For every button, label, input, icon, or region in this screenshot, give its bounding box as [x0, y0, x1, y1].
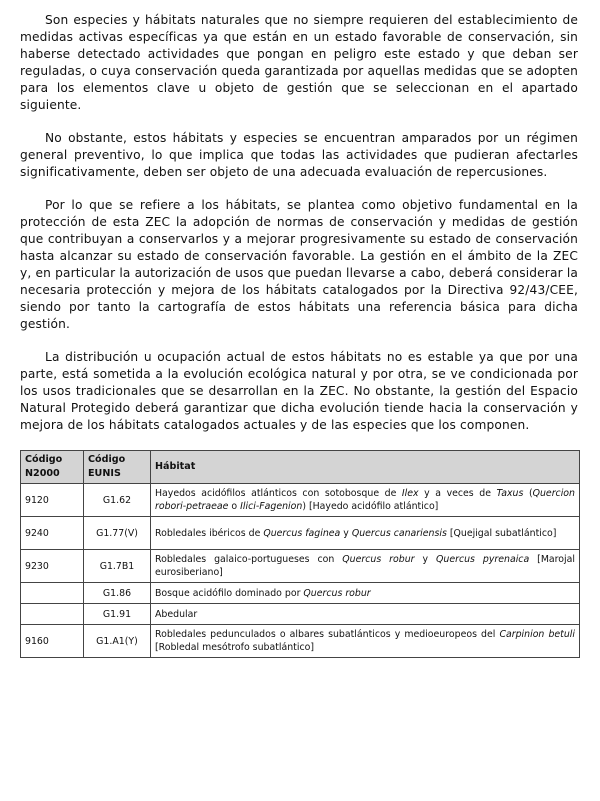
cell-codigo-n2000: 9240: [21, 517, 84, 550]
table-row: [21, 484, 580, 517]
cell-codigo-n2000: 9230: [21, 550, 84, 583]
habitat-text: Hayedos acidófilos atlánticos con sotobosque de: [155, 488, 402, 499]
habitat-taxon-name: Carpinion betuli: [499, 629, 576, 640]
paragraph-1: Son especies y hábitats naturales que no siempre requieren del establecimiento de medidas activas específicas ya que están en un estado favorable de conservación, sin haberse detectado actividades que pongan en peligro este estado y que deban ser reguladas, o cuya conservación queda garantizada por aquellas medidas que se adopten para los elementos clave u objeto de gestión que se seleccionan en el apartado siguiente.: [20, 13, 578, 112]
cell-codigo-n2000: 9160: [21, 625, 84, 658]
cell-codigo-eunis: G1.91: [84, 604, 151, 625]
habitat-text: o: [228, 501, 241, 512]
paragraph-2: No obstante, estos hábitats y especies se encuentran amparados por un régimen general preventivo, lo que implica que todas las actividades que pudieran afectarles significativamente, deben ser objeto de una adecuada evaluación de repercusiones.: [20, 131, 578, 179]
cell-habitat: [151, 550, 580, 583]
habitat-taxon-name: Taxus: [496, 488, 524, 499]
table-body: [21, 484, 580, 658]
cell-habitat: [151, 517, 580, 550]
habitat-taxon-name: Quercus pyrenaica: [436, 554, 530, 565]
table-header-row: [21, 451, 580, 484]
cell-codigo-eunis: G1.77(V): [84, 517, 151, 550]
cell-habitat: [151, 604, 580, 625]
habitat-text: Abedular: [155, 608, 198, 620]
table-row: [21, 550, 580, 583]
cell-habitat: [151, 583, 580, 604]
habitat-taxon-name: Quercion robori-petraeae: [155, 488, 575, 512]
document-page: [20, 12, 578, 658]
cell-habitat: [151, 625, 580, 658]
paragraph-3: Por lo que se refiere a los hábitats, se plantea como objetivo fundamental en la protección de esta ZEC la adopción de normas de conservación y medidas de gestión que contribuyan a conservarlos y a mejorar progresivamente su estado de conservación hasta alcanzar su estado de conservación favorable. La gestión en el ámbito de la ZEC y, en particular la autorización de usos que puedan llevarse a cabo, deberá considerar la necesaria protección y mejora de los hábitats catalogados por la Directiva 92/43/CEE, siendo por tanto la cartografía de estos hábitats una referencia básica para dicha gestión.: [20, 198, 578, 331]
cell-habitat: [151, 484, 580, 517]
cell-codigo-eunis: G1.62: [84, 484, 151, 517]
header-codigo-n2000: Código N2000: [21, 451, 84, 484]
table-row: [21, 604, 580, 625]
cell-codigo-eunis: G1.A1(Y): [84, 625, 151, 658]
cell-codigo-n2000: [21, 604, 84, 625]
habitat-text: Robledales pedunculados o albares subatlánticos y medioeuropeos del: [155, 629, 500, 640]
table-row: [21, 517, 580, 550]
header-codigo-eunis: Código EUNIS: [84, 451, 151, 484]
habitat-text: Robledales galaico-portugueses con: [155, 554, 343, 565]
habitat-text: y: [414, 554, 436, 565]
habitat-text: Bosque acidófilo dominado por: [155, 587, 304, 599]
habitat-taxon-name: Quercus faginea: [263, 527, 341, 539]
cell-codigo-n2000: [21, 583, 84, 604]
cell-codigo-n2000: 9120: [21, 484, 84, 517]
habitat-taxon-name: Quercus canariensis: [351, 527, 447, 539]
habitat-text: Robledales ibéricos de: [155, 527, 264, 539]
cell-codigo-eunis: G1.7B1: [84, 550, 151, 583]
habitat-text: (: [523, 488, 533, 499]
habitat-text: [Robledal mesótrofo subatlántico]: [155, 642, 315, 653]
habitat-taxon-name: Quercus robur: [342, 554, 415, 565]
habitat-text: y: [340, 527, 352, 539]
habitat-text: y a veces de: [418, 488, 497, 499]
habitat-taxon-name: Quercus robur: [303, 587, 371, 599]
header-habitat: Hábitat: [151, 451, 580, 484]
table-row: [21, 625, 580, 658]
habitat-taxon-name: Ilici-Fagenion: [240, 501, 303, 512]
paragraph-4: La distribución u ocupación actual de estos hábitats no es estable ya que por una parte, está sometida a la evolución ecológica natural y por otra, se ve condicionada por los usos tradicionales que se desarrollan en la ZEC. No obstante, la gestión del Espacio Natural Protegido deberá garantizar que dicha evolución tiende hacia la conservación y mejora de los hábitats catalogados actuales y de las especies que los componen.: [20, 350, 578, 432]
habitat-taxon-name: Ilex: [401, 488, 419, 499]
habitats-table: [20, 450, 580, 658]
habitat-text: ) [Hayedo acidófilo atlántico]: [302, 501, 439, 512]
habitat-text: [Marojal eurosiberiano]: [155, 554, 575, 578]
table-row: [21, 583, 580, 604]
habitat-text: [Quejigal subatlántico]: [446, 527, 557, 539]
cell-codigo-eunis: G1.86: [84, 583, 151, 604]
